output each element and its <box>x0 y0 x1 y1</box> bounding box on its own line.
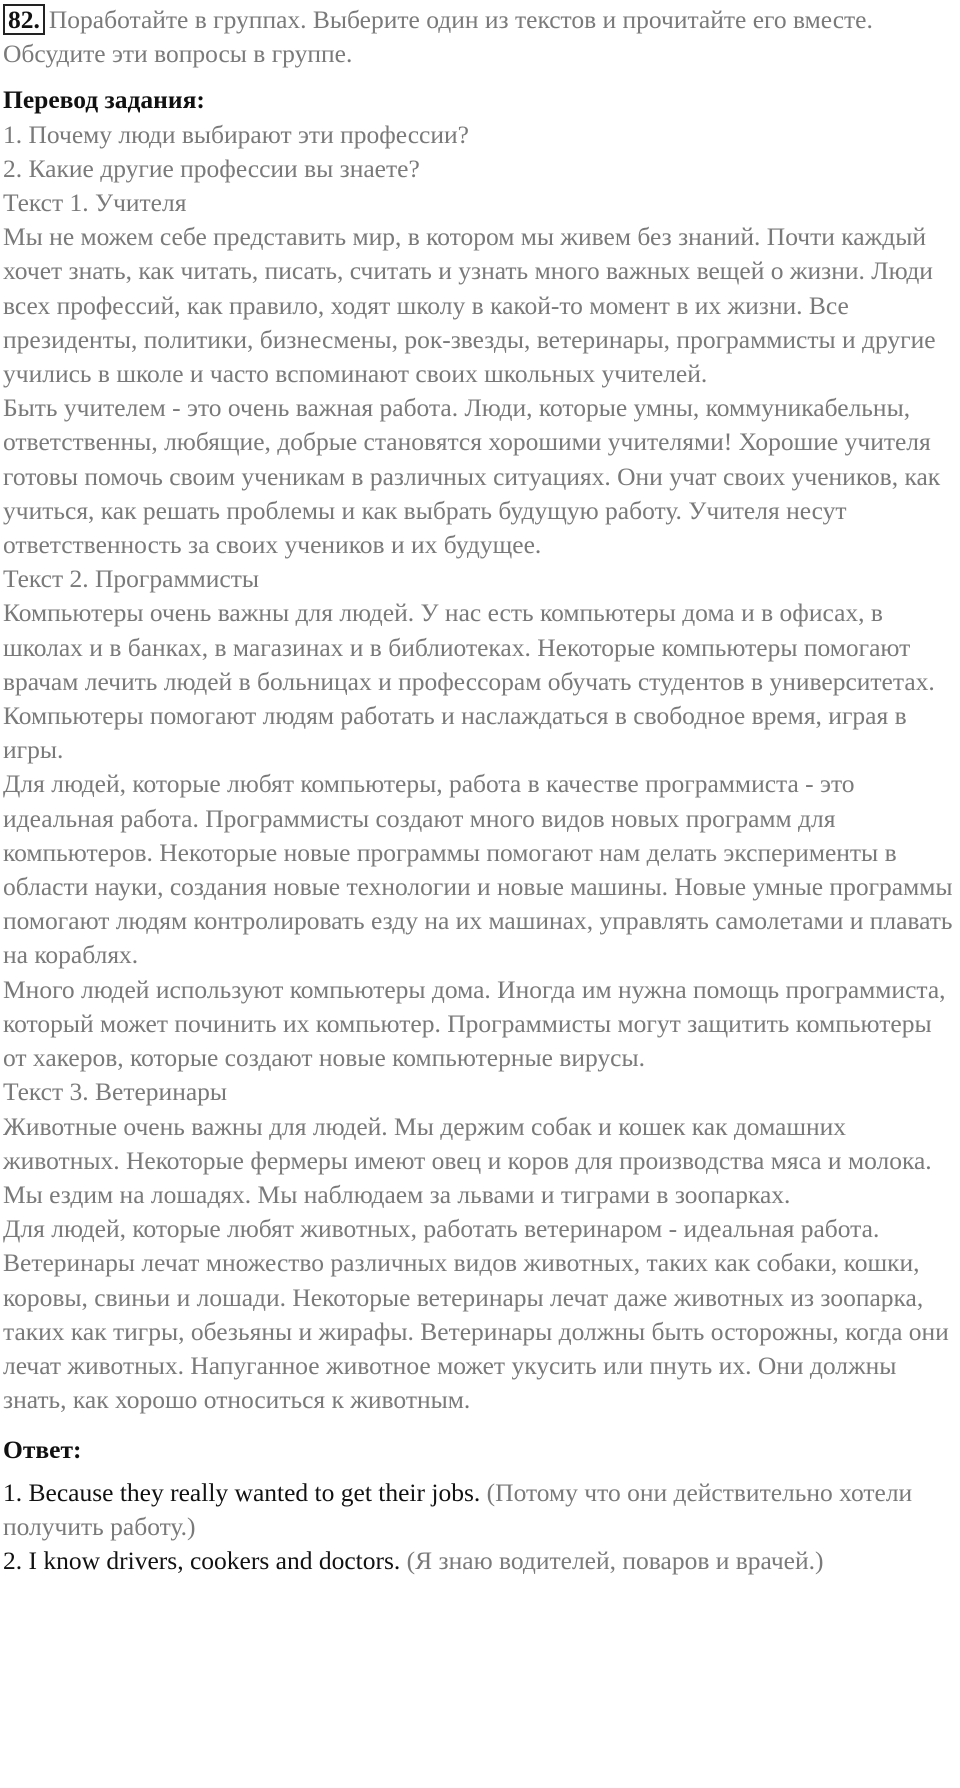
text-2-paragraph-2: Для людей, которые любят компьютеры, работа в качестве программиста - это идеальная работа. Программисты создают много видов новых программ для компьютеров. Некоторые новые программы помогают нам делать эксперименты в области науки, создания новые технологии и новые машины. Новые умные программы помогают людям контролировать езду на их машинах, управлять самолетами и плавать на кораблях. <box>3 769 953 970</box>
text-3-paragraph-1: Животные очень важны для людей. Мы держим собак и кошек как домашних животных. Некоторые фермеры имеют овец и коров для производства мяса и молока. Мы ездим на лошадях. Мы наблюдаем за львами и тиграми в зоопарках. <box>3 1111 932 1209</box>
answer-item-2 <box>3 1544 957 1578</box>
answer-1-english: 1. Because they really wanted to get their jobs. <box>3 1477 481 1507</box>
text-2-paragraph-3: Много людей используют компьютеры дома. Иногда им нужна помощь программиста, который может починить их компьютер. Программисты могут защитить компьютеры от хакеров, которые создают новые компьютерные вирусы. <box>3 974 946 1073</box>
text-3-title: Текст 3. Ветеринары <box>3 1077 228 1107</box>
text-3-paragraph-2: Для людей, которые любят животных, работать ветеринаром - идеальная работа. Ветеринары лечат множество различных видов животных, таких как собаки, кошки, коровы, свиньи и лошади. Некоторые ветеринары лечат даже животных из зоопарка, таких как тигры, обезьяны и жирафы. Ветеринары должны быть осторожны, когда они лечат животных. Напуганное животное может укусить или пнуть их. Они должны знать, как хорошо относиться к животным. <box>3 1214 949 1415</box>
document <box>3 0 957 1578</box>
text-1-title: Текст 1. Учителя <box>3 188 187 218</box>
answer-1-russian: (Потому что они действительно хотели получить работу.) <box>3 1477 913 1541</box>
question-2: 2. Какие другие профессии вы знаете? <box>3 153 420 183</box>
answer-heading: Ответ: <box>3 1435 82 1465</box>
text-1-paragraph-2: Быть учителем - это очень важная работа. Люди, которые умны, коммуникабельны, ответственны, любящие, добрые становятся хорошими учителями! Хорошие учителя готовы помочь своим ученикам в различных ситуациях. Они учат своих учеников, как учиться, как решать проблемы и как выбрать будущую работу. Учителя несут ответственность за своих учеников и их будущее. <box>3 393 941 560</box>
text-2-title: Текст 2. Программисты <box>3 564 259 594</box>
answer-body <box>3 1476 957 1579</box>
task-text: Поработайте в группах. Выберите один из текстов и прочитайте его вместе. Обсудите эти вопросы в группе. <box>3 5 873 69</box>
question-1: 1. Почему люди выбирают эти профессии? <box>3 119 469 149</box>
text-1-paragraph-1: Мы не можем себе представить мир, в котором мы живем без знаний. Почти каждый хочет знать, как читать, писать, считать и узнать много важных вещей о жизни. Люди всех профессий, как правило, ходят школу в какой-то момент в их жизни. Все президенты, политики, бизнесмены, рок-звезды, ветеринары, программисты и другие учились в школе и часто вспоминают своих школьных учителей. <box>3 222 936 389</box>
answer-2-english: 2. I know drivers, cookers and doctors. <box>3 1545 401 1575</box>
task-number-badge: 82. <box>3 4 45 35</box>
answer-2-russian: (Я знаю водителей, поваров и врачей.) <box>406 1545 824 1575</box>
text-2-paragraph-1: Компьютеры очень важны для людей. У нас есть компьютеры дома и в офисах, в школах и в банках, в магазинах и в библиотеках. Некоторые компьютеры помогают врачам лечить людей в больницах и профессорам обучать студентов в университетах. Компьютеры помогают людям работать и наслаждаться в свободное время, играя в игры. <box>3 598 935 765</box>
translation-heading: Перевод задания: <box>3 85 205 115</box>
task-statement <box>3 3 957 71</box>
translation-body <box>3 118 957 1418</box>
answer-item-1 <box>3 1476 957 1544</box>
